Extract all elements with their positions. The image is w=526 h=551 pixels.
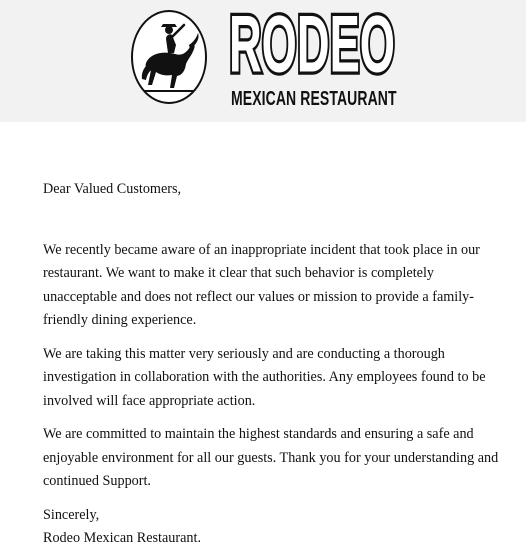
signature: Rodeo Mexican Restaurant. (43, 530, 201, 546)
bronco-rider-emblem-icon (130, 9, 208, 105)
salutation: Dear Valued Customers, (43, 181, 182, 197)
paragraph: We are committed to maintain the highest standards and ensuring a safe and enjoyable environment for all our guests. Thank you for your understanding and continued Support. (43, 426, 499, 489)
letter-body (43, 178, 505, 551)
rodeo-wordmark (226, 12, 398, 86)
paragraph: We are taking this matter very seriously and are conducting a thorough investigation in collaboration with the authorities. Any employees found to be involved will face appropriate action. (43, 345, 486, 409)
letterhead (0, 0, 526, 122)
closing: Sincerely, (43, 506, 100, 523)
paragraph: We recently became aware of an inappropriate incident that took place in our restaurant. We want to make it clear that such behavior is completely unacceptable and does not reflect our values or mission to provide a family-friendly dining experience. (43, 241, 480, 328)
brand-tagline: MEXICAN RESTAURANT (231, 86, 397, 110)
brand-name: RODEO (228, 12, 395, 86)
